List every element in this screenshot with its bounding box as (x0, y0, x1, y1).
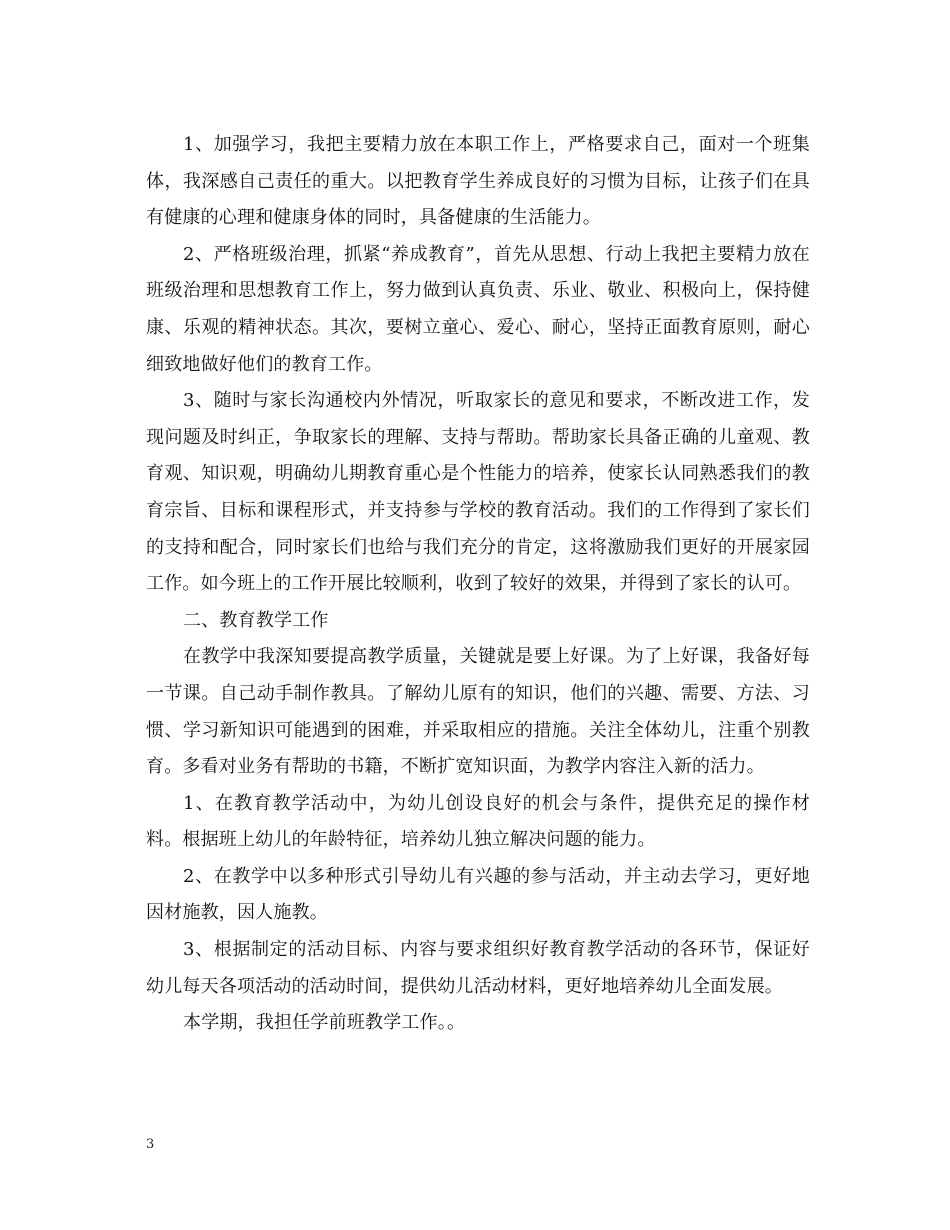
paragraph-activity-conditions: 1、在教育教学活动中，为幼儿创设良好的机会与条件，提供充足的操作材料。根据班上幼儿的年龄特征，培养幼儿独立解决问题的能力。 (146, 792, 810, 851)
page-number: 3 (146, 1137, 155, 1152)
paragraph-semester-role: 本学期，我担任学前班教学工作。。 (183, 1012, 466, 1034)
paragraph-interest-guidance: 2、在教学中以多种形式引导幼儿有兴趣的参与活动，并主动去学习，更好地因材施教，因人施教。 (146, 865, 810, 924)
paragraph-class-management: 2、严格班级治理，抓紧“养成教育”，首先从思想、行动上我把主要精力放在班级治理和思想教育工作上，努力做到认真负责、乐业、敬业、积极向上，保持健康、乐观的精神状态。其次，要树立童心、爱心、耐心，坚持正面教育原则，耐心细致地做好他们的教育工作。 (146, 243, 810, 375)
paragraph-teaching-quality: 在教学中我深知要提高教学质量，关键就是要上好课。为了上好课，我备好每一节课。自己动手制作教具。了解幼儿原有的知识，他们的兴趣、需要、方法、习惯、学习新知识可能遇到的困难，并采取相应的措施。关注全体幼儿，注重个别教育。多看对业务有帮助的书籍，不断扩宽知识面，为教学内容注入新的活力。 (146, 646, 810, 778)
paragraph-activity-organization: 3、根据制定的活动目标、内容与要求组织好教育教学活动的各环节，保证好幼儿每天各项活动的活动时间，提供幼儿活动材料，更好地培养幼儿全面发展。 (146, 939, 810, 997)
paragraph-study: 1、加强学习，我把主要精力放在本职工作上，严格要求自己，面对一个班集体，我深感自己责任的重大。以把教育学生养成良好的习惯为目标，让孩子们在具有健康的心理和健康身体的同时，具备健康的生活能力。 (146, 134, 810, 229)
document-body (146, 127, 810, 1042)
section-heading-teaching: 二、教育教学工作 (183, 609, 329, 631)
paragraph-parent-communication: 3、随时与家长沟通校内外情况，听取家长的意见和要求，不断改进工作，发现问题及时纠正，争取家长的理解、支持与帮助。帮助家长具备正确的儿童观、教育观、知识观，明确幼儿期教育重心是个性能力的培养，使家长认同熟悉我们的教育宗旨、目标和课程形式，并支持参与学校的教育活动。我们的工作得到了家长们的支持和配合，同时家长们也给与我们充分的肯定，这将激励我们更好的开展家园工作。如今班上的工作开展比较顺利，收到了较好的效果，并得到了家长的认可。 (146, 390, 810, 595)
